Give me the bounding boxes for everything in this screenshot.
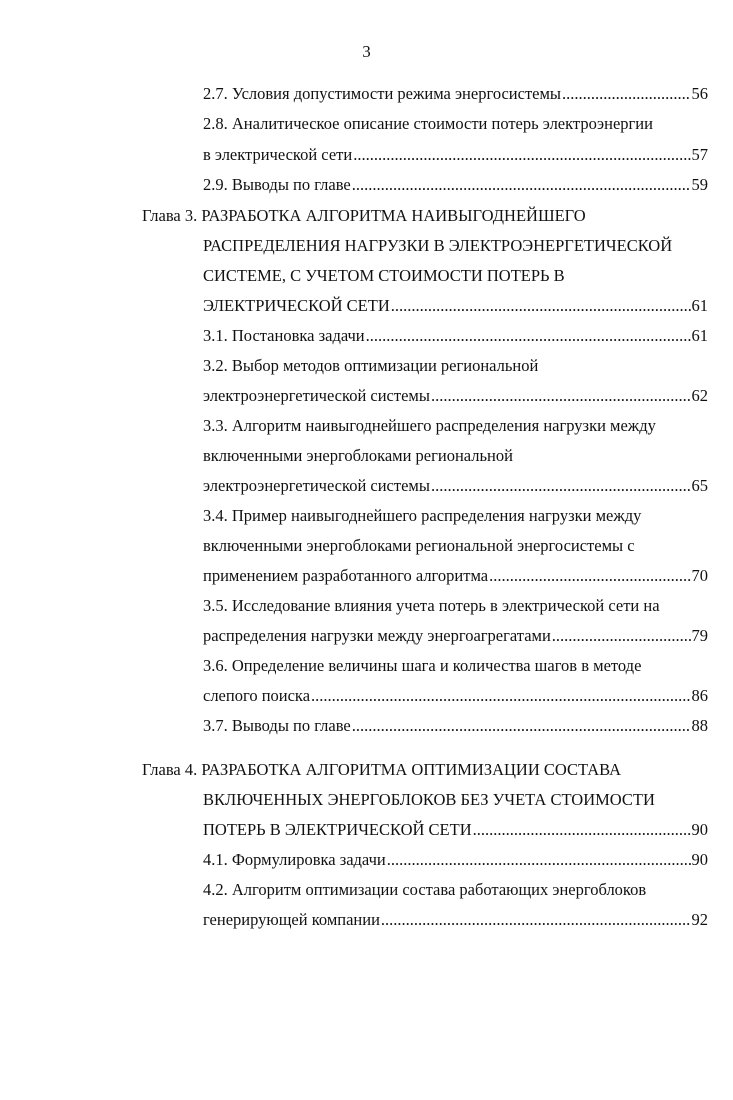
dot-leader xyxy=(489,566,690,586)
toc-entry-title: электроэнергетической системы xyxy=(203,476,430,495)
toc-chapter-title: СИСТЕМЕ, С УЧЕТОМ СТОИМОСТИ ПОТЕРЬ В xyxy=(203,266,565,285)
toc-entry-title: распределения нагрузки между энергоагрегатами xyxy=(203,626,551,645)
toc-entry-2-8-cont xyxy=(203,145,708,165)
toc-entry-3-4 xyxy=(203,506,708,526)
toc-entry-page: 90 xyxy=(691,820,708,839)
toc-chapter-title: ЭЛЕКТРИЧЕСКОЙ СЕТИ xyxy=(203,296,390,315)
toc-entry-3-1 xyxy=(203,326,708,346)
toc-entry-title: генерирующей компании xyxy=(203,910,380,929)
toc-entry-2-9 xyxy=(203,175,708,195)
toc-entry-page: 86 xyxy=(691,686,708,705)
toc-entry-title: 3.5. Исследование влияния учета потерь в электрической сети на xyxy=(203,596,660,615)
toc-entry-title: включенными энергоблоками региональной xyxy=(203,446,513,465)
toc-entry-page: 57 xyxy=(691,145,708,164)
toc-entry-title: 3.6. Определение величины шага и количества шагов в методе xyxy=(203,656,642,675)
toc-entry-page: 56 xyxy=(691,84,708,103)
toc-entry-3-5 xyxy=(203,596,708,616)
toc-entry-page: 65 xyxy=(691,476,708,495)
toc-entry-title: применением разработанного алгоритма xyxy=(203,566,489,585)
toc-entry-title: 3.2. Выбор методов оптимизации региональной xyxy=(203,356,539,375)
toc-entry-3-7 xyxy=(203,716,708,736)
dot-leader xyxy=(387,850,691,870)
toc-chapter-3-cont xyxy=(203,296,708,316)
dot-leader xyxy=(352,175,691,195)
dot-leader xyxy=(391,296,691,316)
toc-entry-title: 3.1. Постановка задачи xyxy=(203,326,365,345)
toc-chapter-title: ПОТЕРЬ В ЭЛЕКТРИЧЕСКОЙ СЕТИ xyxy=(203,820,472,839)
toc-entry-title: 4.2. Алгоритм оптимизации состава работающих энергоблоков xyxy=(203,880,647,899)
toc-chapter-title: ВКЛЮЧЕННЫХ ЭНЕРГОБЛОКОВ БЕЗ УЧЕТА СТОИМОСТИ xyxy=(203,790,655,809)
dot-leader xyxy=(353,145,690,165)
toc-entry-3-6-cont xyxy=(203,686,708,706)
toc-entry-title: включенными энергоблоками региональной энергосистемы с xyxy=(203,536,635,555)
toc-entry-3-3 xyxy=(203,416,708,436)
toc-entry-4-1 xyxy=(203,850,708,870)
dot-leader xyxy=(381,910,691,930)
toc-entry-page: 88 xyxy=(691,716,708,735)
toc-entry-title: 4.1. Формулировка задачи xyxy=(203,850,386,869)
toc-entry-page: 92 xyxy=(691,910,708,929)
dot-leader xyxy=(431,476,691,496)
toc-entry-4-2-cont xyxy=(203,910,708,930)
toc-entry-page: 59 xyxy=(691,175,708,194)
toc-entry-title: 3.7. Выводы по главе xyxy=(203,716,351,735)
dot-leader xyxy=(562,84,690,104)
toc-entry-3-4-cont xyxy=(203,536,708,556)
toc-chapter-title: Глава 4. РАЗРАБОТКА АЛГОРИТМА ОПТИМИЗАЦИИ СОСТАВА xyxy=(142,760,622,779)
toc-entry-4-2 xyxy=(203,880,708,900)
toc-entry-page: 79 xyxy=(691,626,708,645)
toc-chapter-3-cont xyxy=(203,266,708,286)
toc-entry-3-4-cont xyxy=(203,566,708,586)
toc-entry-title: в электрической сети xyxy=(203,145,353,164)
toc-entry-title: электроэнергетической системы xyxy=(203,386,430,405)
dot-leader xyxy=(311,686,690,706)
dot-leader xyxy=(552,626,691,646)
toc-entry-2-7 xyxy=(203,84,708,104)
toc-chapter-4 xyxy=(142,760,708,780)
toc-entry-2-8 xyxy=(203,114,708,134)
toc-entry-title: 3.4. Пример наивыгоднейшего распределения нагрузки между xyxy=(203,506,642,525)
dot-leader xyxy=(431,386,691,406)
dot-leader xyxy=(473,820,691,840)
toc-entry-3-2 xyxy=(203,356,708,376)
page-number: 3 xyxy=(362,42,371,61)
toc-chapter-3-cont xyxy=(203,236,708,256)
toc-entry-page: 61 xyxy=(691,326,708,345)
toc-entry-title: 2.8. Аналитическое описание стоимости потерь электроэнергии xyxy=(203,114,653,133)
toc-chapter-3 xyxy=(142,206,708,226)
toc-entry-3-5-cont xyxy=(203,626,708,646)
toc-entry-page: 62 xyxy=(691,386,708,405)
dot-leader xyxy=(366,326,691,346)
toc-entry-page: 61 xyxy=(691,296,708,315)
dot-leader xyxy=(352,716,691,736)
toc-entry-3-3-cont xyxy=(203,476,708,496)
toc-chapter-title: Глава 3. РАЗРАБОТКА АЛГОРИТМА НАИВЫГОДНЕЙШЕГО xyxy=(142,206,586,225)
toc-entry-title: 2.7. Условия допустимости режима энергосистемы xyxy=(203,84,562,103)
toc-entry-title: 3.3. Алгоритм наивыгоднейшего распределения нагрузки между xyxy=(203,416,656,435)
toc-entry-3-6 xyxy=(203,656,708,676)
toc-entry-page: 90 xyxy=(691,850,708,869)
toc-chapter-4-cont xyxy=(203,820,708,840)
toc-entry-3-2-cont xyxy=(203,386,708,406)
toc-chapter-4-cont xyxy=(203,790,708,810)
toc-chapter-title: РАСПРЕДЕЛЕНИЯ НАГРУЗКИ В ЭЛЕКТРОЭНЕРГЕТИЧЕСКОЙ xyxy=(203,236,673,255)
toc-entry-title: слепого поиска xyxy=(203,686,311,705)
toc-entry-title: 2.9. Выводы по главе xyxy=(203,175,351,194)
toc-entry-3-3-cont xyxy=(203,446,708,466)
toc-entry-page: 70 xyxy=(691,566,708,585)
